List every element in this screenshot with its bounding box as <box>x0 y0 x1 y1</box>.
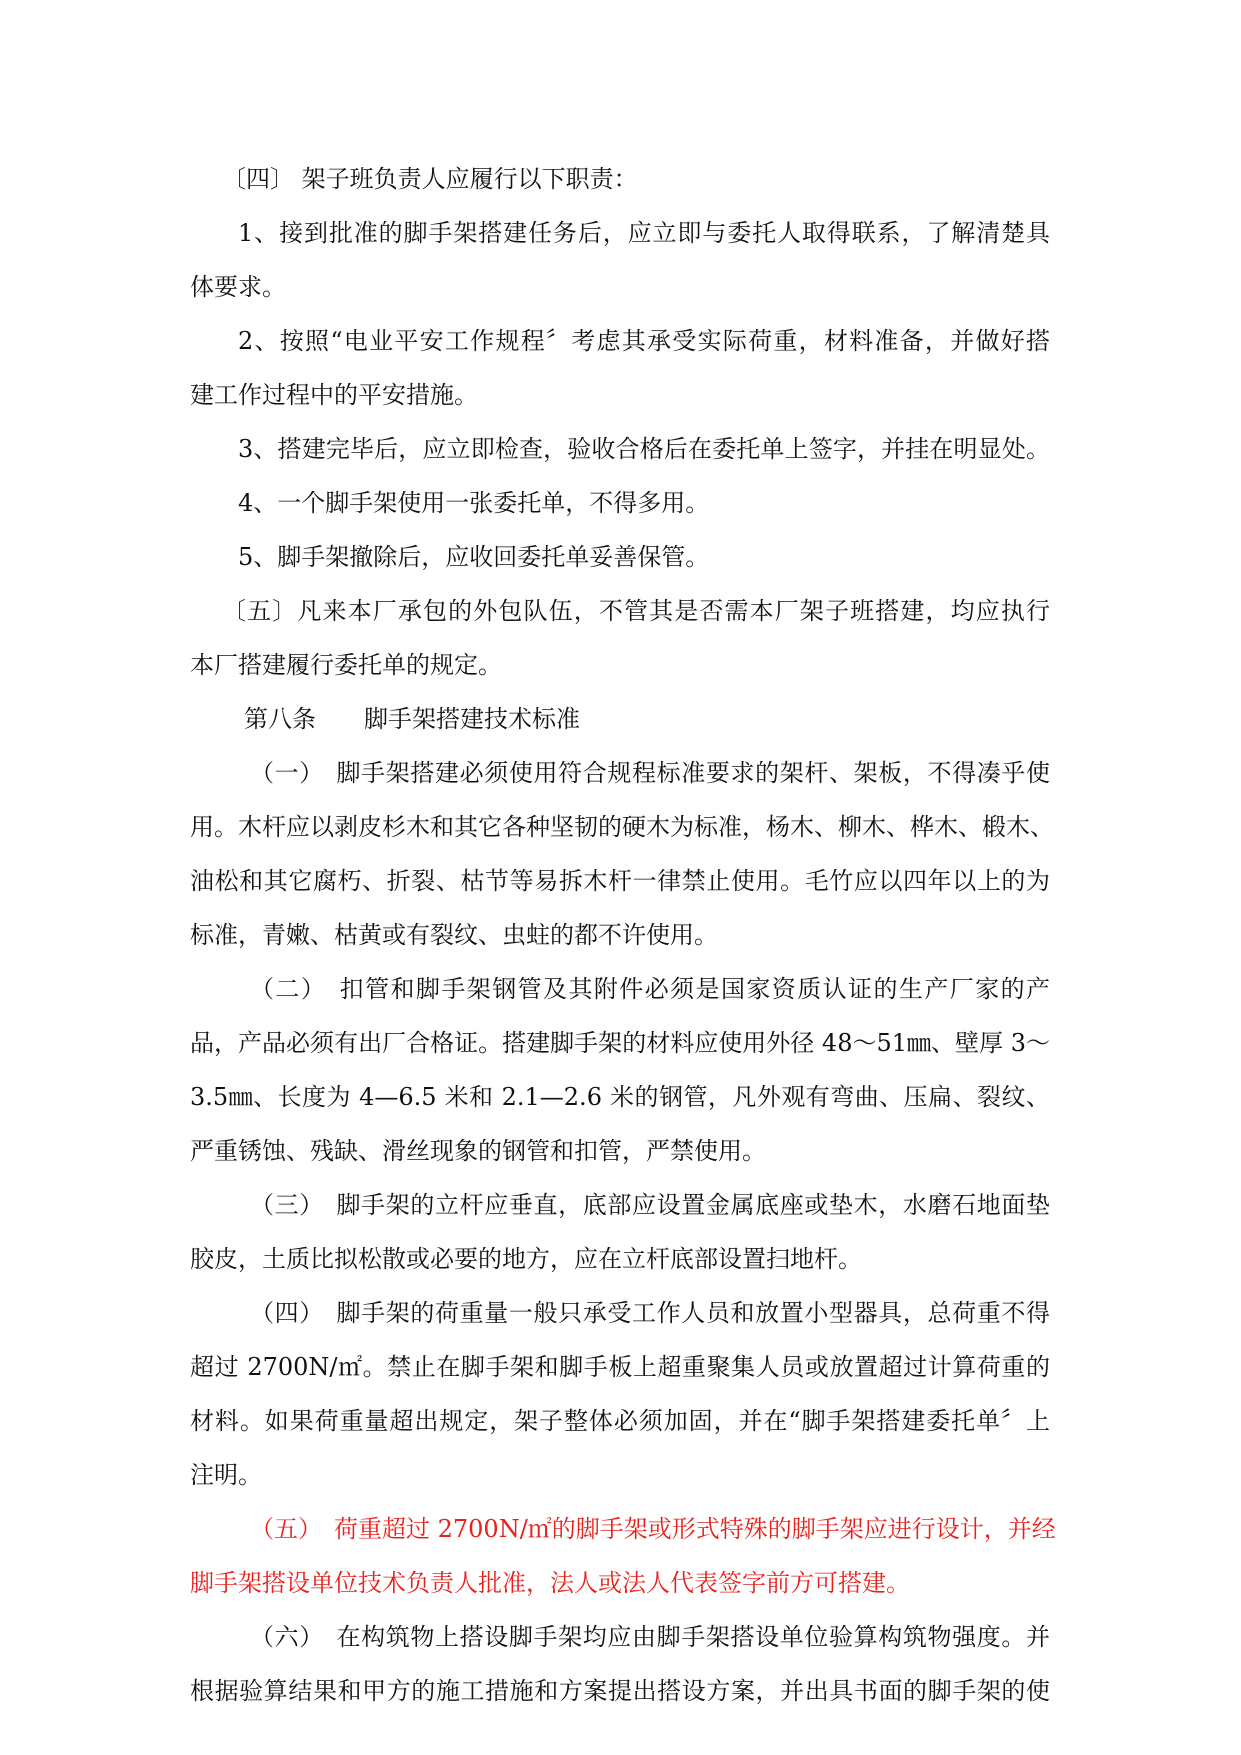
paragraph-line: 2、按照“电业平安工作规程〞考虑其承受实际荷重，材料准备，并做好搭 <box>238 327 1050 355</box>
paragraph-line: 建工作过程中的平安措施。 <box>190 381 478 409</box>
highlighted-line: （五） 荷重超过 2700N/㎡的脚手架或形式特殊的脚手架应进行设计，并经 <box>250 1515 1056 1543</box>
paragraph-line: 油松和其它腐朽、折裂、枯节等易拆木杆一律禁止使用。毛竹应以四年以上的为 <box>190 867 1050 895</box>
paragraph-line: 胶皮，土质比拟松散或必要的地方，应在立杆底部设置扫地杆。 <box>190 1245 862 1273</box>
paragraph-line: （四） 脚手架的荷重量一般只承受工作人员和放置小型器具，总荷重不得 <box>250 1299 1050 1327</box>
paragraph-line: 5、脚手架撤除后，应收回委托单妥善保管。 <box>238 543 710 571</box>
paragraph-line: 严重锈蚀、残缺、滑丝现象的钢管和扣管，严禁使用。 <box>190 1137 766 1165</box>
paragraph-line: 用。木杆应以剥皮杉木和其它各种坚韧的硬木为标准，杨木、柳木、桦木、椴木、 <box>190 813 1054 841</box>
paragraph-line: （一） 脚手架搭建必须使用符合规程标准要求的架杆、架板，不得凑乎使 <box>250 759 1050 787</box>
section-heading: 第八条 脚手架搭建技术标准 <box>244 705 580 733</box>
paragraph-line: 根据验算结果和甲方的施工措施和方案提出搭设方案，并出具书面的脚手架的使 <box>190 1677 1050 1705</box>
paragraph-line: 本厂搭建履行委托单的规定。 <box>190 651 502 679</box>
paragraph-line: 品，产品必须有出厂合格证。搭建脚手架的材料应使用外径 48～51㎜、壁厚 3～ <box>190 1029 1050 1057</box>
paragraph-line: 3、搭建完毕后，应立即检查，验收合格后在委托单上签字，并挂在明显处。 <box>238 435 1050 463</box>
paragraph-line: 体要求。 <box>190 273 286 301</box>
paragraph-line: （三） 脚手架的立杆应垂直，底部应设置金属底座或垫木，水磨石地面垫 <box>250 1191 1050 1219</box>
paragraph-line: （六） 在构筑物上搭设脚手架均应由脚手架搭设单位验算构筑物强度。并 <box>250 1623 1050 1651</box>
paragraph-line: 1、接到批准的脚手架搭建任务后，应立即与委托人取得联系，了解清楚具 <box>238 219 1050 247</box>
paragraph-line: 注明。 <box>190 1461 262 1489</box>
paragraph-line: 材料。如果荷重量超出规定，架子整体必须加固，并在“脚手架搭建委托单〞上 <box>190 1407 1050 1435</box>
paragraph-line: 〔五〕凡来本厂承包的外包队伍，不管其是否需本厂架子班搭建，均应执行 <box>222 597 1050 625</box>
paragraph-line: 〔四〕 架子班负责人应履行以下职责： <box>222 165 638 193</box>
paragraph-line: 4、一个脚手架使用一张委托单，不得多用。 <box>238 489 710 517</box>
paragraph-line: 3.5㎜、长度为 4—6.5 米和 2.1—2.6 米的钢管，凡外观有弯曲、压扁、裂纹、 <box>190 1083 1050 1111</box>
paragraph-line: 标准，青嫩、枯黄或有裂纹、虫蛀的都不许使用。 <box>190 921 718 949</box>
highlighted-line: 脚手架搭设单位技术负责人批准，法人或法人代表签字前方可搭建。 <box>190 1569 910 1597</box>
document-body <box>190 152 1056 1718</box>
paragraph-line: 超过 2700N/㎡。禁止在脚手架和脚手板上超重聚集人员或放置超过计算荷重的 <box>190 1353 1050 1381</box>
paragraph-line: （二） 扣管和脚手架钢管及其附件必须是国家资质认证的生产厂家的产 <box>250 975 1050 1003</box>
